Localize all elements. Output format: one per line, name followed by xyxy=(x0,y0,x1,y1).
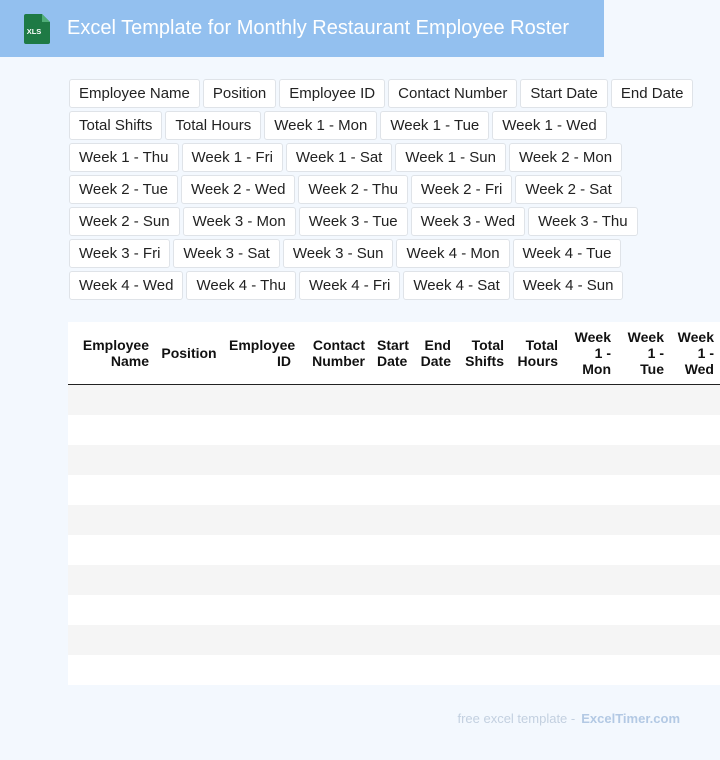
field-tag: Week 2 - Sun xyxy=(69,207,180,236)
field-tag: Week 1 - Wed xyxy=(492,111,606,140)
table-cell[interactable] xyxy=(564,384,617,415)
table-cell[interactable] xyxy=(617,505,670,535)
field-tag: Week 3 - Thu xyxy=(528,207,638,236)
field-tag: Week 2 - Sat xyxy=(515,175,621,204)
table-cell[interactable] xyxy=(371,625,413,655)
table-cell[interactable] xyxy=(371,415,413,445)
field-tag: Week 1 - Sat xyxy=(286,143,392,172)
field-tag: Week 2 - Wed xyxy=(181,175,295,204)
table-row xyxy=(68,655,720,685)
table-cell[interactable] xyxy=(457,445,510,475)
table-cell[interactable] xyxy=(670,565,720,595)
field-tag: Week 4 - Tue xyxy=(513,239,622,268)
table-cell[interactable] xyxy=(457,565,510,595)
field-tag-list xyxy=(69,79,697,303)
footer-prefix: free excel template - xyxy=(457,711,576,726)
table-cell[interactable] xyxy=(223,655,297,685)
field-tag: Week 1 - Thu xyxy=(69,143,179,172)
table-cell[interactable] xyxy=(413,625,457,655)
table-cell[interactable] xyxy=(670,655,720,685)
table-cell[interactable] xyxy=(223,445,297,475)
table-cell[interactable] xyxy=(297,535,371,565)
table-cell[interactable] xyxy=(413,565,457,595)
table-row xyxy=(68,384,720,415)
table-cell[interactable] xyxy=(564,535,617,565)
table-cell[interactable] xyxy=(68,445,155,475)
table-cell[interactable] xyxy=(457,384,510,415)
table-cell[interactable] xyxy=(617,565,670,595)
column-header: Employee ID xyxy=(223,322,297,384)
table-cell[interactable] xyxy=(155,625,223,655)
field-tag: Week 4 - Mon xyxy=(396,239,509,268)
table-cell[interactable] xyxy=(68,384,155,415)
field-tag: Week 3 - Mon xyxy=(183,207,296,236)
roster-table xyxy=(68,322,720,685)
table-cell[interactable] xyxy=(155,655,223,685)
table-cell[interactable] xyxy=(564,625,617,655)
table-cell[interactable] xyxy=(371,505,413,535)
table-cell[interactable] xyxy=(510,384,564,415)
table-cell[interactable] xyxy=(68,655,155,685)
table-cell[interactable] xyxy=(457,655,510,685)
table-cell[interactable] xyxy=(155,475,223,505)
table-cell[interactable] xyxy=(371,535,413,565)
table-cell[interactable] xyxy=(457,475,510,505)
table-cell[interactable] xyxy=(68,625,155,655)
table-cell[interactable] xyxy=(297,595,371,625)
table-cell[interactable] xyxy=(510,445,564,475)
field-tag: Week 3 - Tue xyxy=(299,207,408,236)
column-header: Week 1 - Wed xyxy=(670,322,720,384)
table-cell[interactable] xyxy=(223,415,297,445)
field-tag: Week 3 - Fri xyxy=(69,239,170,268)
field-tag: Week 2 - Thu xyxy=(298,175,408,204)
table-cell[interactable] xyxy=(68,475,155,505)
table-row xyxy=(68,595,720,625)
table-cell[interactable] xyxy=(413,475,457,505)
table-cell[interactable] xyxy=(510,625,564,655)
field-tag: Week 4 - Fri xyxy=(299,271,400,300)
table-cell[interactable] xyxy=(371,565,413,595)
field-tag: Position xyxy=(203,79,276,108)
table-cell[interactable] xyxy=(617,535,670,565)
table-cell[interactable] xyxy=(297,565,371,595)
excel-file-icon xyxy=(24,14,50,44)
table-cell[interactable] xyxy=(413,595,457,625)
roster-table-container[interactable] xyxy=(68,322,714,685)
table-cell[interactable] xyxy=(510,505,564,535)
table-cell[interactable] xyxy=(297,505,371,535)
table-cell[interactable] xyxy=(413,445,457,475)
table-cell[interactable] xyxy=(297,445,371,475)
table-cell[interactable] xyxy=(223,535,297,565)
table-cell[interactable] xyxy=(457,625,510,655)
table-cell[interactable] xyxy=(564,445,617,475)
table-cell[interactable] xyxy=(564,415,617,445)
field-tag: Total Hours xyxy=(165,111,261,140)
field-tag: Employee ID xyxy=(279,79,385,108)
field-tag: Week 3 - Sat xyxy=(173,239,279,268)
field-tag: Week 1 - Fri xyxy=(182,143,283,172)
table-cell[interactable] xyxy=(617,655,670,685)
table-cell[interactable] xyxy=(68,415,155,445)
table-cell[interactable] xyxy=(371,384,413,415)
column-header: Employee Name xyxy=(68,322,155,384)
table-cell[interactable] xyxy=(617,625,670,655)
table-cell[interactable] xyxy=(413,415,457,445)
table-cell[interactable] xyxy=(371,595,413,625)
field-tag: Contact Number xyxy=(388,79,517,108)
title-bar xyxy=(0,0,604,57)
table-cell[interactable] xyxy=(457,415,510,445)
table-row xyxy=(68,475,720,505)
table-cell[interactable] xyxy=(223,565,297,595)
table-cell[interactable] xyxy=(670,595,720,625)
column-header: Position xyxy=(155,322,223,384)
table-cell[interactable] xyxy=(68,565,155,595)
table-row xyxy=(68,535,720,565)
table-cell[interactable] xyxy=(68,535,155,565)
field-tag: Week 4 - Wed xyxy=(69,271,183,300)
table-cell[interactable] xyxy=(413,535,457,565)
table-cell[interactable] xyxy=(510,475,564,505)
column-header: Week 1 - Mon xyxy=(564,322,617,384)
field-tag: Start Date xyxy=(520,79,608,108)
excel-file-icon-label: XLS xyxy=(26,27,42,36)
table-cell[interactable] xyxy=(564,505,617,535)
table-cell[interactable] xyxy=(670,384,720,415)
table-cell[interactable] xyxy=(155,505,223,535)
table-cell[interactable] xyxy=(413,505,457,535)
table-cell[interactable] xyxy=(564,655,617,685)
table-cell[interactable] xyxy=(297,625,371,655)
footer-credit xyxy=(457,711,680,727)
table-cell[interactable] xyxy=(223,595,297,625)
field-tag: Week 4 - Sun xyxy=(513,271,624,300)
table-cell[interactable] xyxy=(510,655,564,685)
table-row xyxy=(68,505,720,535)
table-cell[interactable] xyxy=(617,415,670,445)
table-cell[interactable] xyxy=(155,595,223,625)
table-cell[interactable] xyxy=(457,505,510,535)
field-tag: Week 2 - Fri xyxy=(411,175,512,204)
field-tag: Week 4 - Sat xyxy=(403,271,509,300)
table-cell[interactable] xyxy=(617,475,670,505)
column-header: Contact Number xyxy=(297,322,371,384)
table-cell[interactable] xyxy=(510,415,564,445)
column-header: End Date xyxy=(413,322,457,384)
field-tag: Total Shifts xyxy=(69,111,162,140)
table-cell[interactable] xyxy=(510,565,564,595)
table-cell[interactable] xyxy=(155,565,223,595)
field-tag: Week 1 - Sun xyxy=(395,143,506,172)
table-cell[interactable] xyxy=(223,625,297,655)
table-cell[interactable] xyxy=(371,445,413,475)
table-cell[interactable] xyxy=(371,475,413,505)
table-cell[interactable] xyxy=(371,655,413,685)
table-cell[interactable] xyxy=(223,475,297,505)
table-cell[interactable] xyxy=(223,384,297,415)
table-cell[interactable] xyxy=(297,384,371,415)
field-tag: Week 3 - Sun xyxy=(283,239,394,268)
table-cell[interactable] xyxy=(68,505,155,535)
table-cell[interactable] xyxy=(155,535,223,565)
table-row xyxy=(68,415,720,445)
table-row xyxy=(68,625,720,655)
table-cell[interactable] xyxy=(670,415,720,445)
table-cell[interactable] xyxy=(155,384,223,415)
table-cell[interactable] xyxy=(670,535,720,565)
field-tag: Week 3 - Wed xyxy=(411,207,525,236)
footer-brand-link[interactable]: ExcelTimer.com xyxy=(581,711,680,726)
table-cell[interactable] xyxy=(564,565,617,595)
column-header: Total Hours xyxy=(510,322,564,384)
table-cell[interactable] xyxy=(413,384,457,415)
column-header: Start Date xyxy=(371,322,413,384)
field-tag: Week 2 - Mon xyxy=(509,143,622,172)
table-cell[interactable] xyxy=(297,655,371,685)
table-cell[interactable] xyxy=(617,445,670,475)
field-tag: Week 4 - Thu xyxy=(186,271,296,300)
table-cell[interactable] xyxy=(670,505,720,535)
field-tag: Week 1 - Tue xyxy=(380,111,489,140)
table-cell[interactable] xyxy=(670,445,720,475)
table-cell[interactable] xyxy=(457,595,510,625)
table-cell[interactable] xyxy=(510,535,564,565)
table-cell[interactable] xyxy=(297,475,371,505)
table-cell[interactable] xyxy=(223,505,297,535)
table-cell[interactable] xyxy=(617,595,670,625)
field-tag: Week 1 - Mon xyxy=(264,111,377,140)
table-cell[interactable] xyxy=(564,475,617,505)
table-cell[interactable] xyxy=(670,625,720,655)
table-cell[interactable] xyxy=(155,445,223,475)
page-title: Excel Template for Monthly Restaurant Employee Roster xyxy=(67,17,570,39)
table-row xyxy=(68,565,720,595)
table-cell[interactable] xyxy=(564,595,617,625)
table-cell[interactable] xyxy=(510,595,564,625)
table-cell[interactable] xyxy=(68,595,155,625)
table-cell[interactable] xyxy=(457,535,510,565)
table-cell[interactable] xyxy=(413,655,457,685)
field-tag: Week 2 - Tue xyxy=(69,175,178,204)
column-header: Week 1 - Tue xyxy=(617,322,670,384)
table-cell[interactable] xyxy=(617,384,670,415)
table-header-row xyxy=(68,322,720,384)
table-row xyxy=(68,445,720,475)
table-cell[interactable] xyxy=(670,475,720,505)
table-cell[interactable] xyxy=(155,415,223,445)
field-tag: Employee Name xyxy=(69,79,200,108)
column-header: Total Shifts xyxy=(457,322,510,384)
table-cell[interactable] xyxy=(297,415,371,445)
field-tag: End Date xyxy=(611,79,694,108)
